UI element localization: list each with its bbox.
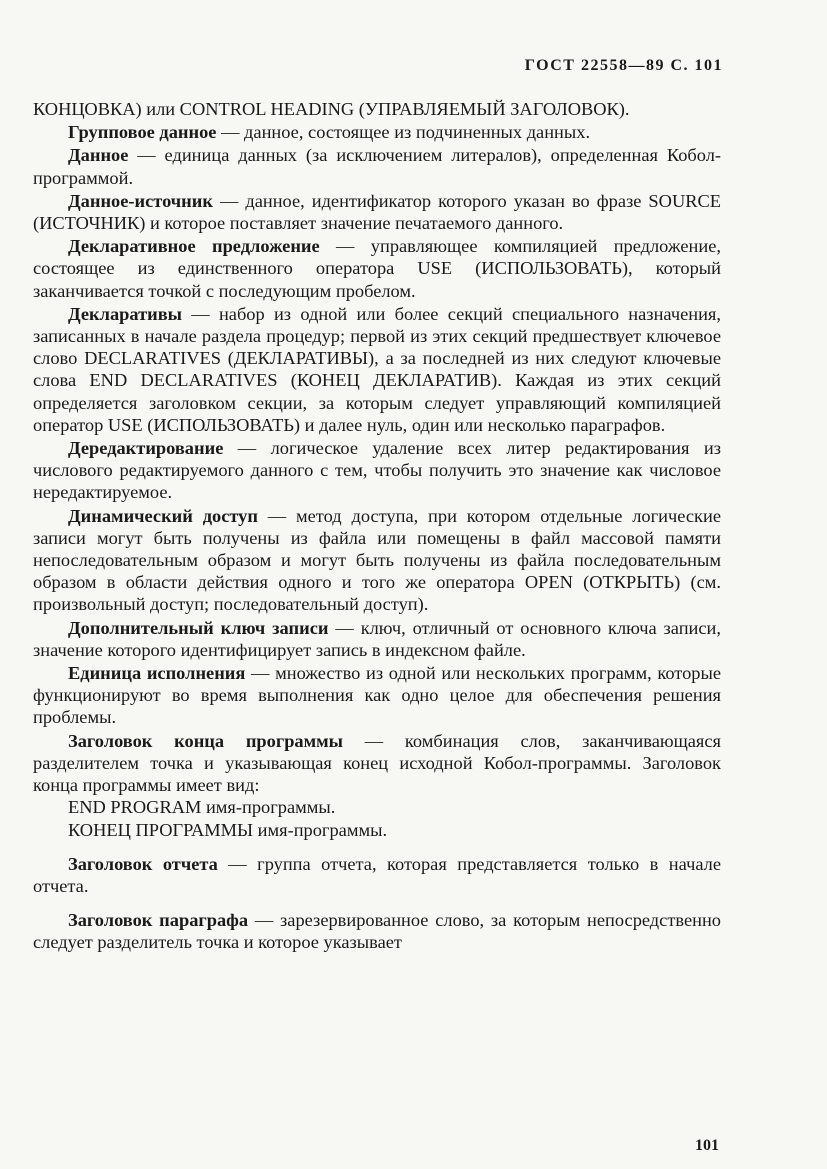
entry-term: Динамический доступ bbox=[68, 505, 258, 526]
entry-term: Групповое данное bbox=[68, 122, 217, 143]
entry-text: — зарезервированное слово, за которым непосредственно следует разделитель точка и которое указывает bbox=[33, 910, 721, 953]
glossary-entry bbox=[33, 853, 721, 897]
running-head: ГОСТ 22558—89 С. 101 bbox=[524, 57, 723, 74]
entry-text: — множество из одной или нескольких программ, которые функционируют во время выполнения как одно целое для обеспечения решения проблемы. bbox=[33, 663, 722, 728]
entry-text: — комбинация слов, заканчивающаяся разделителем точка и указывающая конец исходной Кобол-программы. Заголовок конца программы имеет вид: bbox=[33, 730, 721, 796]
glossary-entry bbox=[33, 909, 721, 953]
glossary-entry bbox=[33, 144, 721, 188]
glossary-body bbox=[33, 98, 721, 954]
entry-term: Заголовок параграфа bbox=[68, 910, 249, 931]
entry-term: Декларативное предложение bbox=[68, 236, 320, 257]
page-number: 101 bbox=[695, 1137, 719, 1154]
entry-term: Данное-источник bbox=[68, 190, 213, 211]
glossary-entry bbox=[33, 505, 721, 616]
entry-text: — управляющее компиляцией предложение, состоящее из единственного оператора USE (ИСПОЛЬЗОВАТЬ), который заканчивается точкой с последующим пробелом. bbox=[33, 236, 721, 301]
entry-text: — единица данных (за исключением литералов), определенная Кобол-программой. bbox=[33, 145, 721, 188]
entry-text: — логическое удаление всех литер редактирования из числового редактируемого данного с тем, чтобы получить это значение как числовое нередактируемое. bbox=[33, 438, 721, 503]
entry-term: Дередактирование bbox=[68, 438, 224, 459]
glossary-entry bbox=[33, 617, 721, 661]
entry-text: — группа отчета, которая представляется только в начале отчета. bbox=[33, 853, 721, 896]
glossary-entry bbox=[33, 190, 721, 234]
entry-term: Заголовок отчета bbox=[68, 853, 218, 874]
entry-text: — метод доступа, при котором отдельные логические записи могут быть получены из файла или помещены в файл массовой памяти непоследовательным образом и могут быть получены из файла последовательным образом в области действия одного и того же оператора OPEN (ОТКРЫТЬ) (см. произвольный доступ; последовательный доступ). bbox=[33, 505, 721, 615]
format-line: END PROGRAM имя-программы. bbox=[68, 797, 336, 818]
glossary-entry bbox=[33, 437, 721, 504]
entry-text: КОНЦОВКА) или CONTROL HEADING (УПРАВЛЯЕМЫЙ ЗАГОЛОВОК). bbox=[33, 99, 630, 119]
glossary-entry bbox=[33, 730, 721, 797]
format-line: КОНЕЦ ПРОГРАММЫ имя-программы. bbox=[68, 819, 388, 840]
entry-term: Декларативы bbox=[68, 303, 183, 324]
glossary-entry bbox=[33, 235, 721, 302]
entry-term: Данное bbox=[68, 145, 129, 166]
glossary-entry bbox=[33, 662, 721, 729]
entry-term: Заголовок конца программы bbox=[68, 730, 344, 751]
glossary-entry bbox=[33, 303, 721, 436]
glossary-entry bbox=[33, 121, 721, 143]
glossary-entry-continuation bbox=[33, 98, 721, 120]
entry-term: Единица исполнения bbox=[68, 663, 246, 684]
entry-text: — набор из одной или более секций специального назначения, записанных в начале раздела процедур; первой из этих секций предшествует ключевое слово DECLARATIVES (ДЕКЛАРАТИВЫ), а за последней из них следуют ключевые слова END DECLARATIVES (КОНЕЦ ДЕКЛАРАТИВ). Каждая из этих секций определяется заголовком секции, за которым следует управляющий компиляцией оператор USE (ИСПОЛЬЗОВАТЬ) и далее нуль, один или несколько параграфов. bbox=[33, 303, 721, 435]
entry-text: — ключ, отличный от основного ключа записи, значение которого идентифицирует запись в индексном файле. bbox=[33, 617, 721, 660]
entry-text: — данное, состоящее из подчиненных данных. bbox=[216, 122, 591, 143]
entry-term: Дополнительный ключ записи bbox=[68, 617, 329, 638]
entry-text: — данное, идентификатор которого указан во фразе SOURCE (ИСТОЧНИК) и которое поставляет значение печатаемого данного. bbox=[33, 190, 721, 234]
